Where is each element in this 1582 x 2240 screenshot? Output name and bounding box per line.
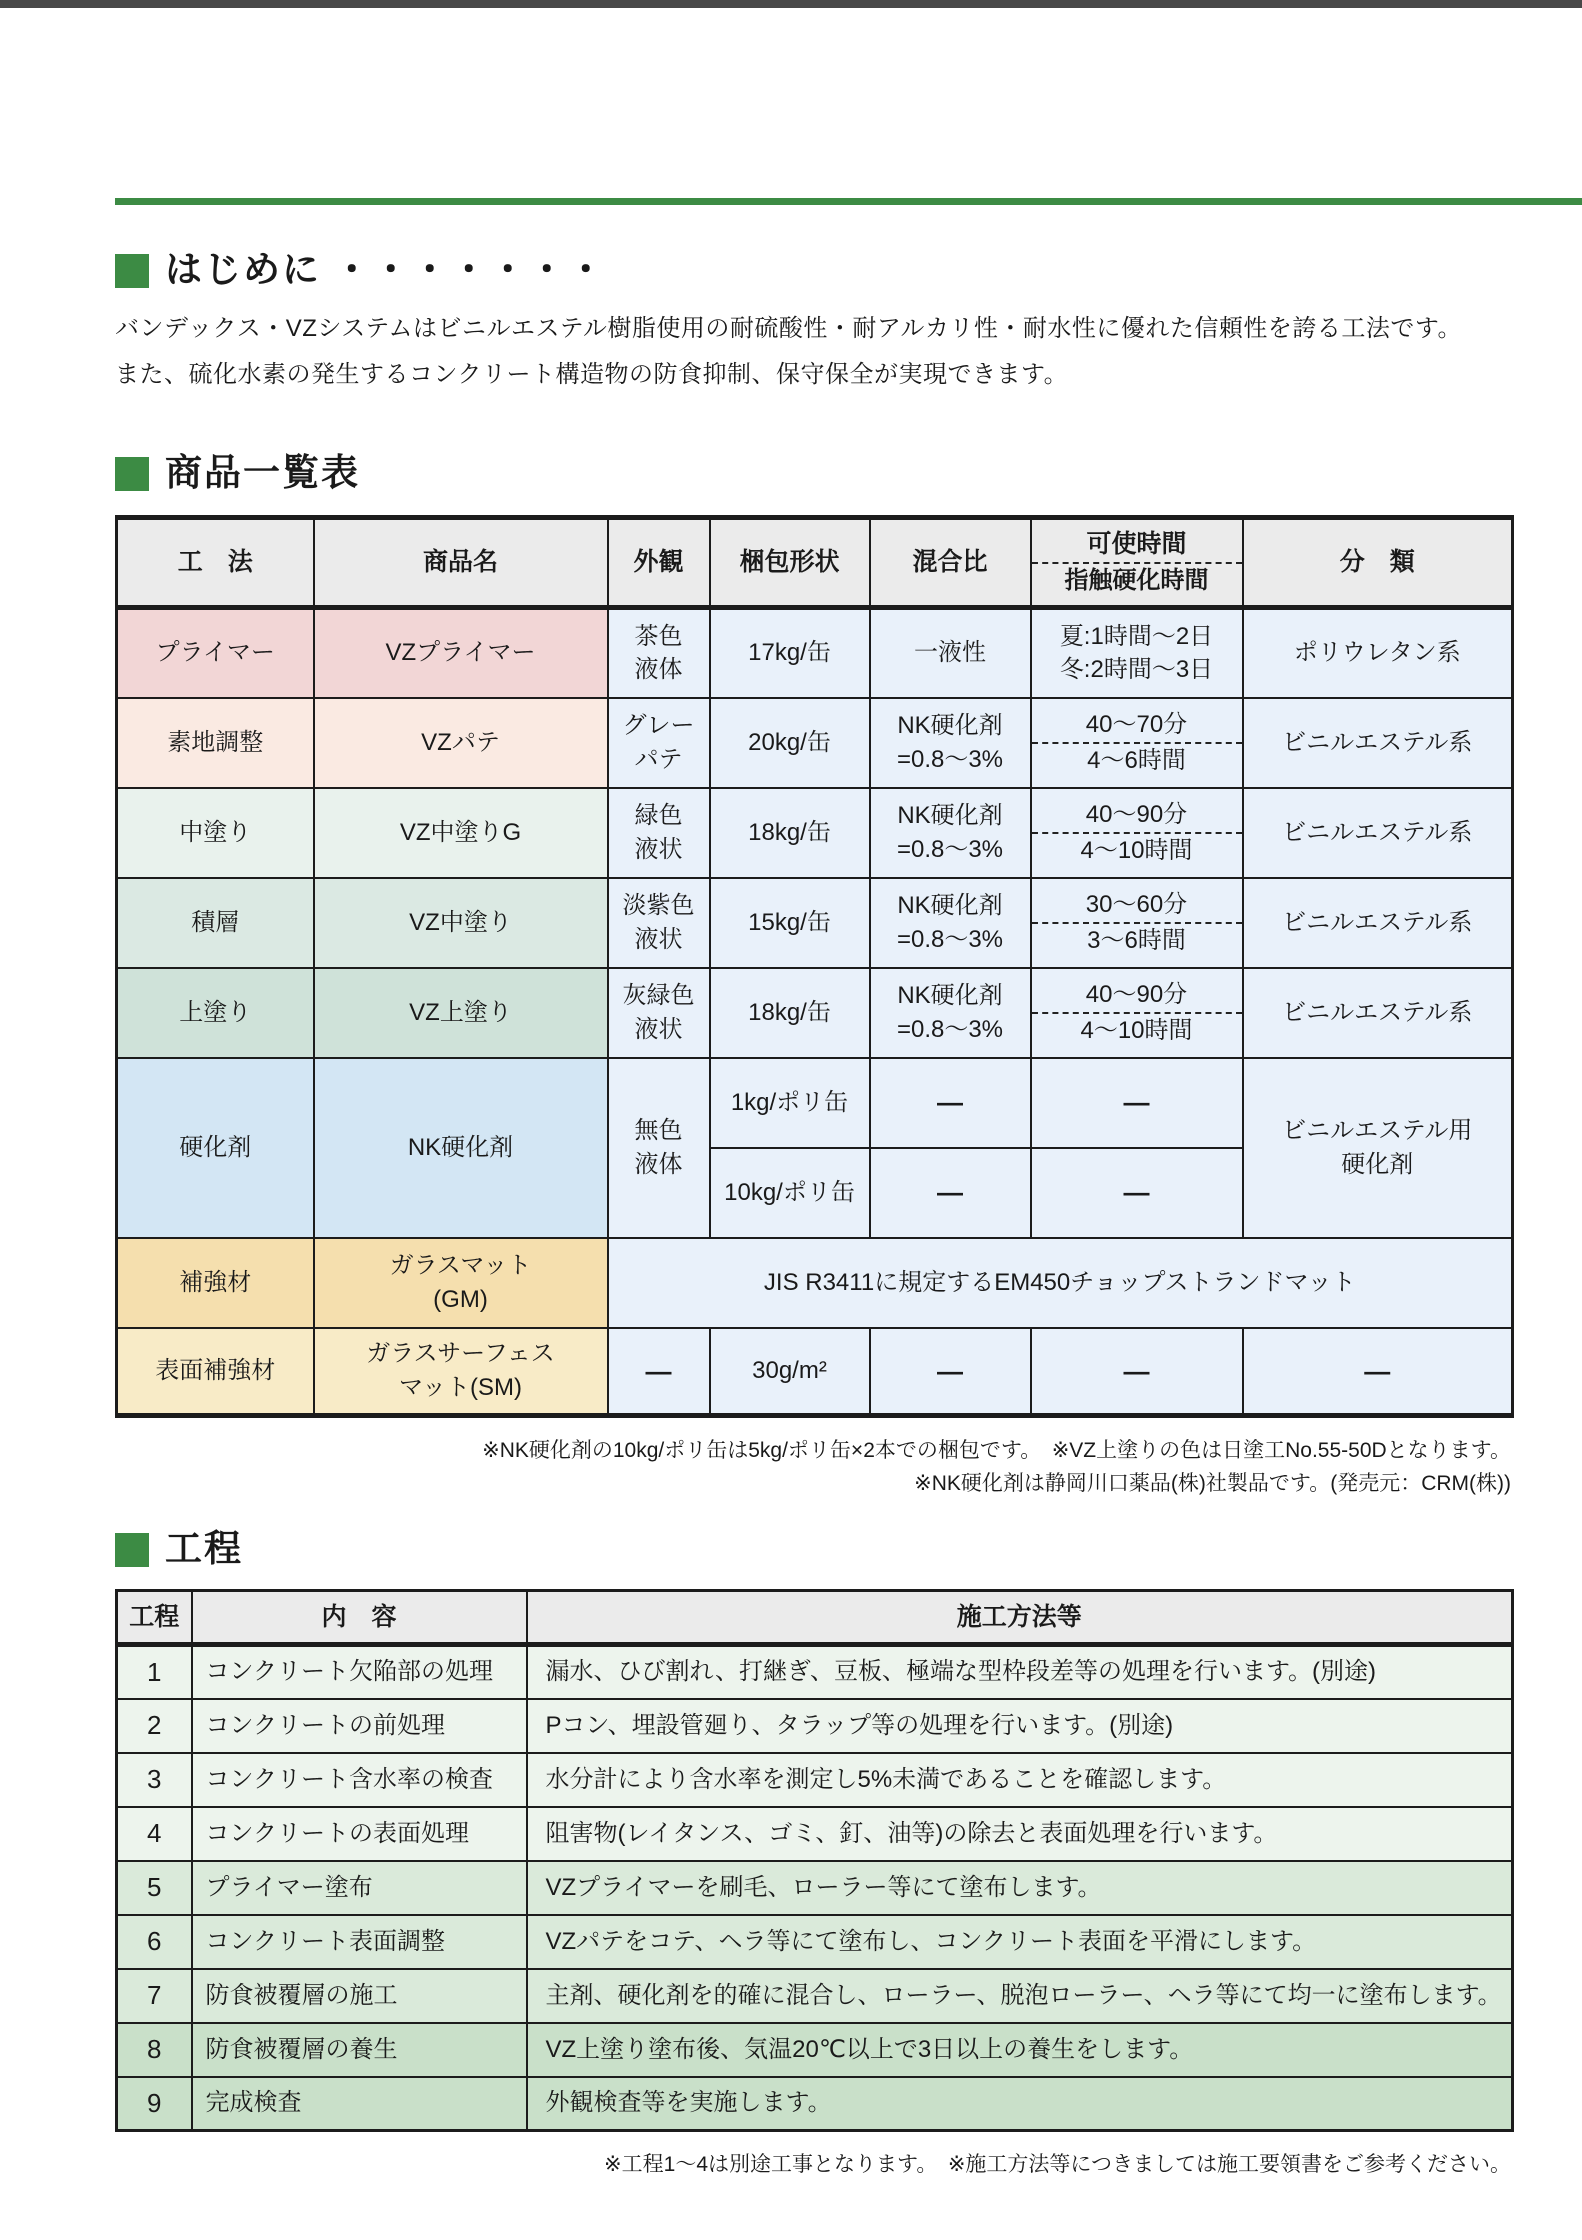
product-cell: NK硬化剤 [314, 1058, 608, 1238]
mix-cell-empty: — [870, 1148, 1031, 1238]
time-cell [1031, 788, 1243, 878]
step-content: プライマー塗布 [192, 1861, 527, 1915]
appearance-cell: 緑色 液状 [608, 788, 710, 878]
process-footnote: ※工程1〜4は別途工事となります。 ※施工方法等につきましては施工要領書をご参考ください。 [604, 2153, 1511, 2176]
category-cell-empty: — [1243, 1328, 1513, 1416]
time-cell-empty: — [1031, 1328, 1243, 1416]
step-method: 水分計により含水率を測定し5%未満であることを確認します。 [527, 1753, 1513, 1807]
touch-dry-value: 4〜10時間 [1080, 836, 1193, 864]
method-cell: 素地調整 [117, 698, 314, 788]
appearance-cell: 茶色 液体 [608, 608, 710, 698]
step-method: 主剤、硬化剤を的確に混合し、ローラー、脱泡ローラー、ヘラ等にて均一に塗布します。 [527, 1969, 1513, 2023]
product-table-footnotes [115, 1434, 1511, 1500]
col-header-touch-dry: 指触硬化時間 [1064, 567, 1209, 595]
step-number: 8 [117, 2023, 192, 2077]
mix-cell: 一液性 [870, 608, 1031, 698]
category-cell: ビニルエステル系 [1243, 968, 1513, 1058]
process-table [115, 1589, 1514, 2132]
time-cell [1031, 698, 1243, 788]
product-row-midcoat-g [117, 788, 1513, 878]
pot-life-value: 30〜60分 [1032, 888, 1242, 924]
mix-cell-empty: — [870, 1058, 1031, 1148]
packing-cell: 20kg/缶 [710, 698, 870, 788]
appearance-cell: グレー パテ [608, 698, 710, 788]
mix-cell-empty: — [870, 1328, 1031, 1416]
product-cell: VZ上塗り [314, 968, 608, 1058]
page-top-bar [0, 0, 1582, 8]
process-table-header-row [117, 1591, 1513, 1645]
time-cell-empty: — [1031, 1148, 1243, 1238]
category-cell: ビニルエステル系 [1243, 878, 1513, 968]
touch-dry-value: 3〜6時間 [1087, 926, 1186, 954]
method-cell: 硬化剤 [117, 1058, 314, 1238]
step-number: 3 [117, 1753, 192, 1807]
col-header-method: 工 法 [117, 518, 314, 608]
product-row-surface-mat [117, 1328, 1513, 1416]
packing-cell: 18kg/缶 [710, 968, 870, 1058]
step-content: 完成検査 [192, 2077, 527, 2131]
process-table-footnote [115, 2148, 1511, 2181]
col-header-appearance: 外観 [608, 518, 710, 608]
packing-cell: 1kg/ポリ缶 [710, 1058, 870, 1148]
time-cell [1031, 878, 1243, 968]
step-number: 4 [117, 1807, 192, 1861]
packing-cell: 17kg/缶 [710, 608, 870, 698]
col-header-step: 工程 [117, 1591, 192, 1645]
page-content [115, 198, 1511, 2181]
time-cell [1031, 608, 1243, 698]
product-row-hardener-a [117, 1058, 1513, 1148]
intro-line-2: また、硫化水素の発生するコンクリート構造物の防食抑制、保守保全が実現できます。 [115, 361, 1069, 388]
method-cell: 中塗り [117, 788, 314, 878]
process-row [117, 1699, 1513, 1753]
category-cell: ビニルエステル用 硬化剤 [1243, 1058, 1513, 1238]
product-cell: VZ中塗り [314, 878, 608, 968]
method-cell: プライマー [117, 608, 314, 698]
process-row [117, 2023, 1513, 2077]
step-content: コンクリート欠陥部の処理 [192, 1645, 527, 1699]
step-number: 5 [117, 1861, 192, 1915]
step-content: 防食被覆層の養生 [192, 2023, 527, 2077]
packing-cell: 30g/m² [710, 1328, 870, 1416]
category-cell: ポリウレタン系 [1243, 608, 1513, 698]
appearance-cell-empty: — [608, 1328, 710, 1416]
mix-cell: NK硬化剤 =0.8〜3% [870, 788, 1031, 878]
green-square-bullet-icon [115, 1533, 149, 1567]
step-number: 7 [117, 1969, 192, 2023]
process-row [117, 1753, 1513, 1807]
process-row [117, 1969, 1513, 2023]
col-header-category: 分 類 [1243, 518, 1513, 608]
spec-span-cell: JIS R3411に規定するEM450チョップストランドマット [608, 1238, 1513, 1328]
packing-cell: 18kg/缶 [710, 788, 870, 878]
process-row [117, 1861, 1513, 1915]
products-heading-text: 商品一覧表 [165, 452, 360, 493]
method-cell: 補強材 [117, 1238, 314, 1328]
pot-life-value: 40〜70分 [1032, 708, 1242, 744]
step-number: 9 [117, 2077, 192, 2131]
step-method: VZパテをコテ、ヘラ等にて塗布し、コンクリート表面を平滑にします。 [527, 1915, 1513, 1969]
packing-cell: 15kg/缶 [710, 878, 870, 968]
step-content: コンクリートの前処理 [192, 1699, 527, 1753]
mix-cell: NK硬化剤 =0.8〜3% [870, 878, 1031, 968]
intro-heading-text: はじめに ・・・・・・・ [165, 249, 607, 290]
product-row-primer [117, 608, 1513, 698]
process-heading-text: 工程 [165, 1528, 243, 1569]
category-cell: ビニルエステル系 [1243, 698, 1513, 788]
step-method: VZ上塗り塗布後、気温20℃以上で3日以上の養生をします。 [527, 2023, 1513, 2077]
step-number: 2 [117, 1699, 192, 1753]
method-cell: 積層 [117, 878, 314, 968]
col-header-packing: 梱包形状 [710, 518, 870, 608]
appearance-cell: 灰緑色 液状 [608, 968, 710, 1058]
touch-dry-value: 4〜6時間 [1087, 746, 1186, 774]
step-content: コンクリート表面調整 [192, 1915, 527, 1969]
step-method: 阻害物(レイタンス、ゴミ、釘、油等)の除去と表面処理を行います。 [527, 1807, 1513, 1861]
process-row [117, 1915, 1513, 1969]
step-number: 1 [117, 1645, 192, 1699]
col-header-mix: 混合比 [870, 518, 1031, 608]
time-cell [1031, 968, 1243, 1058]
product-row-glass-mat [117, 1238, 1513, 1328]
product-row-putty [117, 698, 1513, 788]
step-content: コンクリートの表面処理 [192, 1807, 527, 1861]
product-cell: VZ中塗りG [314, 788, 608, 878]
mix-cell: NK硬化剤 =0.8〜3% [870, 698, 1031, 788]
product-cell: VZパテ [314, 698, 608, 788]
intro-paragraph [115, 306, 1511, 398]
product-row-lamination [117, 878, 1513, 968]
product-cell: VZプライマー [314, 608, 608, 698]
step-content: コンクリート含水率の検査 [192, 1753, 527, 1807]
col-header-content: 内 容 [192, 1591, 527, 1645]
product-footnote-2: ※NK硬化剤は静岡川口薬品(株)社製品です。(発売元：CRM(株)) [914, 1472, 1511, 1495]
products-section-heading [115, 454, 1511, 493]
process-row [117, 1645, 1513, 1699]
intro-section-heading [115, 251, 1511, 290]
step-method: 外観検査等を実施します。 [527, 2077, 1513, 2131]
pot-life-value: 40〜90分 [1032, 798, 1242, 834]
col-header-workmethod: 施工方法等 [527, 1591, 1513, 1645]
pot-life-value: 40〜90分 [1032, 978, 1242, 1014]
intro-line-1: バンデックス・VZシステムはビニルエステル樹脂使用の耐硫酸性・耐アルカリ性・耐水性に優れた信頼性を誇る工法です。 [115, 315, 1462, 342]
product-cell: ガラスマット (GM) [314, 1238, 608, 1328]
product-table-header-row [117, 518, 1513, 608]
mix-cell: NK硬化剤 =0.8〜3% [870, 968, 1031, 1058]
touch-dry-value: 4〜10時間 [1080, 1016, 1193, 1044]
step-method: 漏水、ひび割れ、打継ぎ、豆板、極端な型枠段差等の処理を行います。(別途) [527, 1645, 1513, 1699]
col-header-product: 商品名 [314, 518, 608, 608]
time-winter: 冬:2時間〜3日 [1059, 656, 1214, 684]
product-cell: ガラスサーフェス マット(SM) [314, 1328, 608, 1416]
section-divider-rule [115, 198, 1582, 205]
process-row [117, 2077, 1513, 2131]
product-footnote-1: ※NK硬化剤の10kg/ポリ缶は5kg/ポリ缶×2本での梱包です。 ※VZ上塗りの色は日塗工No.55-50Dとなります。 [482, 1439, 1511, 1462]
time-cell-empty: — [1031, 1058, 1243, 1148]
green-square-bullet-icon [115, 254, 149, 288]
step-content: 防食被覆層の施工 [192, 1969, 527, 2023]
col-header-pot-life: 可使時間 [1032, 527, 1242, 564]
method-cell: 上塗り [117, 968, 314, 1058]
appearance-cell: 無色 液体 [608, 1058, 710, 1238]
product-list-table [115, 515, 1514, 1418]
time-summer: 夏:1時間〜2日 [1059, 622, 1214, 650]
green-square-bullet-icon [115, 457, 149, 491]
process-row [117, 1807, 1513, 1861]
step-method: Pコン、埋設管廻り、タラップ等の処理を行います。(別途) [527, 1699, 1513, 1753]
appearance-cell: 淡紫色 液状 [608, 878, 710, 968]
step-number: 6 [117, 1915, 192, 1969]
product-row-topcoat [117, 968, 1513, 1058]
process-section-heading [115, 1530, 1511, 1569]
step-method: VZプライマーを刷毛、ローラー等にて塗布します。 [527, 1861, 1513, 1915]
method-cell: 表面補強材 [117, 1328, 314, 1416]
col-header-time [1031, 518, 1243, 608]
packing-cell: 10kg/ポリ缶 [710, 1148, 870, 1238]
category-cell: ビニルエステル系 [1243, 788, 1513, 878]
